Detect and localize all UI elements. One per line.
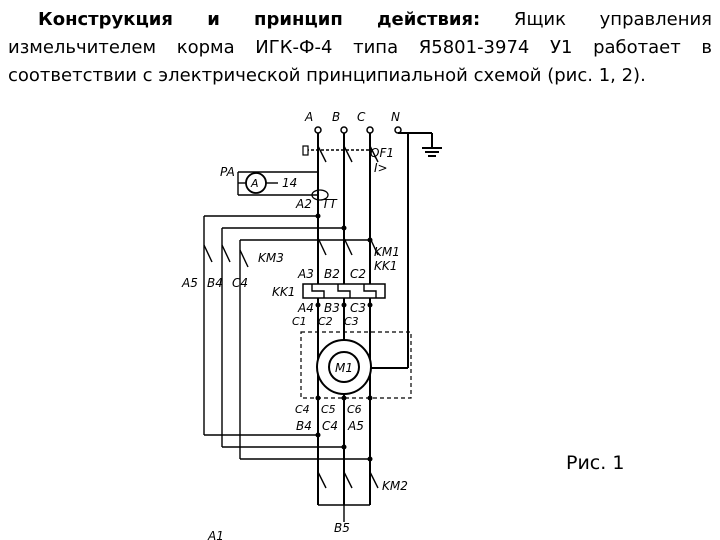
label-km2: KM2	[382, 479, 408, 493]
label-c4-left: C4	[232, 276, 249, 290]
label-a5b: A5	[348, 419, 364, 433]
label-b5: B5	[334, 521, 350, 535]
supply-terminals	[315, 127, 401, 133]
junction-dot	[368, 396, 373, 401]
breaker-qf1	[303, 146, 378, 162]
label-tt: TT	[322, 197, 337, 211]
label-pa: PA	[220, 165, 235, 179]
label-a1: A1	[208, 529, 224, 540]
label-c3m: C3	[344, 315, 359, 328]
label-motor: M1	[335, 361, 353, 375]
label-c4: C4	[322, 419, 339, 433]
label-b4-left: B4	[207, 276, 223, 290]
junction-dot	[342, 396, 347, 401]
label-qf1: QF1	[370, 146, 394, 160]
label-km3: KM3	[258, 251, 284, 265]
label-phase-b: B	[332, 110, 341, 124]
paragraph-body: Ящик управления измельчителем корма ИГК-Ф-4 типа Я5801-3974 У1 работает в соответствии с электрической принципиальной схемой (рис. 1, 2).	[8, 9, 713, 86]
label-phase-c: C	[357, 110, 366, 124]
figure-caption: Рис. 1	[566, 452, 625, 474]
label-a4: A4	[298, 301, 314, 315]
junction-dot	[342, 445, 347, 450]
junction-dot	[316, 433, 321, 438]
label-c2: C2	[350, 267, 367, 281]
label-c2m: C2	[318, 315, 333, 328]
label-c1: C1	[292, 315, 307, 328]
label-qf1-sub: I>	[374, 161, 388, 175]
left-bus	[204, 216, 370, 459]
label-c3: C3	[350, 301, 367, 315]
junction-dot	[342, 226, 347, 231]
label-phase-a: A	[305, 110, 314, 124]
label-kk1-top: KK1	[374, 259, 398, 273]
junction-dot	[368, 303, 373, 308]
junction-dot	[342, 303, 347, 308]
label-a5: A5	[182, 276, 198, 290]
junction-dot	[316, 214, 321, 219]
label-ammeter-symbol: A	[251, 177, 259, 190]
label-c6m: C6	[347, 403, 362, 416]
junction-dot	[316, 396, 321, 401]
label-a2: A2	[296, 197, 312, 211]
junction-dot	[368, 457, 373, 462]
junction-dot	[316, 303, 321, 308]
label-neutral: N	[391, 110, 400, 124]
label-c5m: C5	[321, 403, 336, 416]
label-km1: KM1	[374, 245, 400, 259]
label-a3: A3	[298, 267, 314, 281]
label-ammeter-num: 14	[282, 176, 298, 190]
label-b3: B3	[324, 301, 340, 315]
label-b2: B2	[324, 267, 340, 281]
contactor-km3	[204, 245, 248, 267]
label-kk1-relay: KK1	[272, 285, 296, 299]
junction-dot	[368, 238, 373, 243]
diagram-labels	[181, 110, 408, 540]
label-b4: B4	[296, 419, 312, 433]
paragraph-heading: Конструкция и принцип действия:	[38, 9, 481, 30]
label-c4m: C4	[295, 403, 310, 416]
